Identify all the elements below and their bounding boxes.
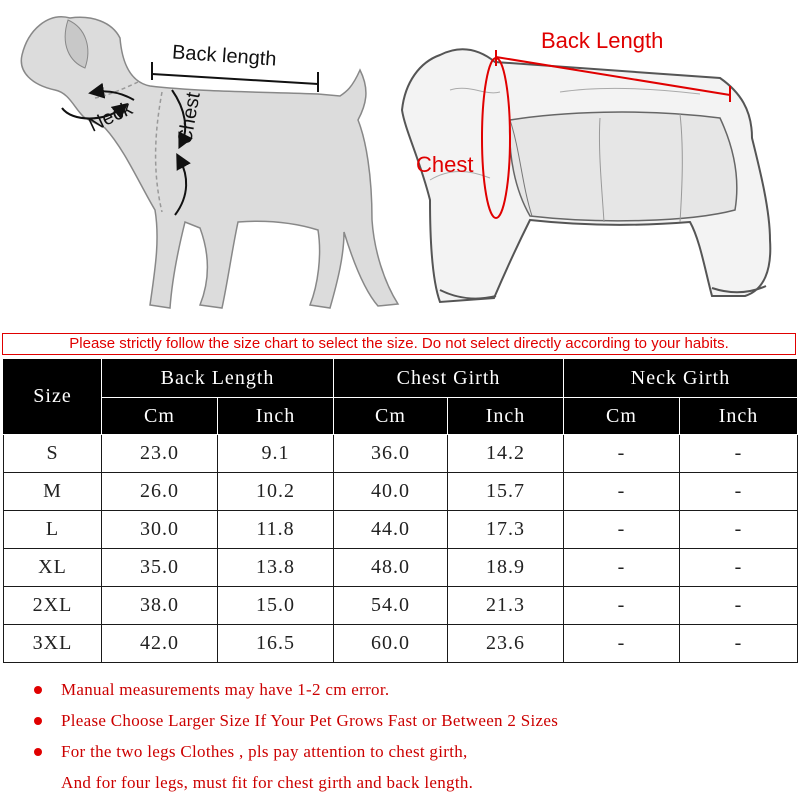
notes-list	[34, 674, 794, 798]
note-text: Manual measurements may have 1-2 cm error.	[61, 680, 390, 699]
size-notice: Please strictly follow the size chart to select the size. Do not select directly according to your habits.	[2, 333, 796, 355]
table-cell: 42.0	[102, 625, 218, 663]
table-row	[4, 587, 798, 625]
table-cell: 15.0	[218, 587, 334, 625]
table-cell: -	[680, 511, 798, 549]
bullet-icon	[34, 748, 42, 756]
unit-header: Inch	[448, 398, 564, 435]
list-item	[34, 767, 794, 798]
unit-header: Cm	[334, 398, 448, 435]
table-cell: 16.5	[218, 625, 334, 663]
table-cell: 11.8	[218, 511, 334, 549]
table-cell: -	[680, 587, 798, 625]
table-row	[4, 435, 798, 473]
table-cell: -	[680, 435, 798, 473]
note-text: And for four legs, must fit for chest girth and back length.	[61, 773, 474, 792]
table-cell: 21.3	[448, 587, 564, 625]
size-cell: 3XL	[4, 625, 102, 663]
back-length-header: Back Length	[102, 359, 334, 398]
table-cell: 17.3	[448, 511, 564, 549]
dog-back-length-label: Back length	[171, 41, 278, 71]
table-cell: -	[564, 549, 680, 587]
size-cell: XL	[4, 549, 102, 587]
note-text: Please Choose Larger Size If Your Pet Grows Fast or Between 2 Sizes	[61, 711, 559, 730]
table-cell: 18.9	[448, 549, 564, 587]
table-cell: 26.0	[102, 473, 218, 511]
table-cell: 44.0	[334, 511, 448, 549]
table-row	[4, 473, 798, 511]
unit-header: Inch	[218, 398, 334, 435]
table-cell: 9.1	[218, 435, 334, 473]
illustration-svg	[0, 0, 800, 330]
table-cell: -	[680, 625, 798, 663]
table-cell: -	[564, 473, 680, 511]
size-chart-table	[3, 358, 798, 663]
table-cell: 35.0	[102, 549, 218, 587]
table-cell: 23.6	[448, 625, 564, 663]
size-column-header: Size	[4, 359, 102, 435]
table-cell: 48.0	[334, 549, 448, 587]
table-cell: 60.0	[334, 625, 448, 663]
unit-header: Inch	[680, 398, 798, 435]
table-cell: 23.0	[102, 435, 218, 473]
table-cell: -	[680, 473, 798, 511]
size-cell: S	[4, 435, 102, 473]
table-row	[4, 625, 798, 663]
list-item	[34, 736, 794, 767]
neck-girth-header: Neck Girth	[564, 359, 798, 398]
list-item	[34, 674, 794, 705]
note-text: For the two legs Clothes , pls pay attention to chest girth,	[61, 742, 468, 761]
table-cell: 54.0	[334, 587, 448, 625]
bullet-icon	[34, 717, 42, 725]
table-cell: 10.2	[218, 473, 334, 511]
table-cell: -	[564, 511, 680, 549]
dog-chest-label: Chest	[174, 90, 205, 146]
size-cell: L	[4, 511, 102, 549]
bullet-icon	[34, 686, 42, 694]
garment-chest-label: Chest	[416, 152, 474, 177]
table-row	[4, 511, 798, 549]
table-cell: 30.0	[102, 511, 218, 549]
table-cell: 15.7	[448, 473, 564, 511]
table-cell: 38.0	[102, 587, 218, 625]
unit-header: Cm	[564, 398, 680, 435]
table-row	[4, 549, 798, 587]
table-cell: 36.0	[334, 435, 448, 473]
list-item	[34, 705, 794, 736]
dog-neck-label: Neck	[85, 97, 136, 137]
illustration-area	[0, 0, 800, 330]
table-cell: -	[564, 435, 680, 473]
chest-girth-header: Chest Girth	[334, 359, 564, 398]
table-cell: -	[564, 587, 680, 625]
table-cell: 40.0	[334, 473, 448, 511]
garment-back-length-label: Back Length	[541, 28, 664, 53]
table-cell: -	[564, 625, 680, 663]
table-cell: 13.8	[218, 549, 334, 587]
unit-header: Cm	[102, 398, 218, 435]
table-cell: -	[680, 549, 798, 587]
table-cell: 14.2	[448, 435, 564, 473]
size-cell: M	[4, 473, 102, 511]
size-cell: 2XL	[4, 587, 102, 625]
